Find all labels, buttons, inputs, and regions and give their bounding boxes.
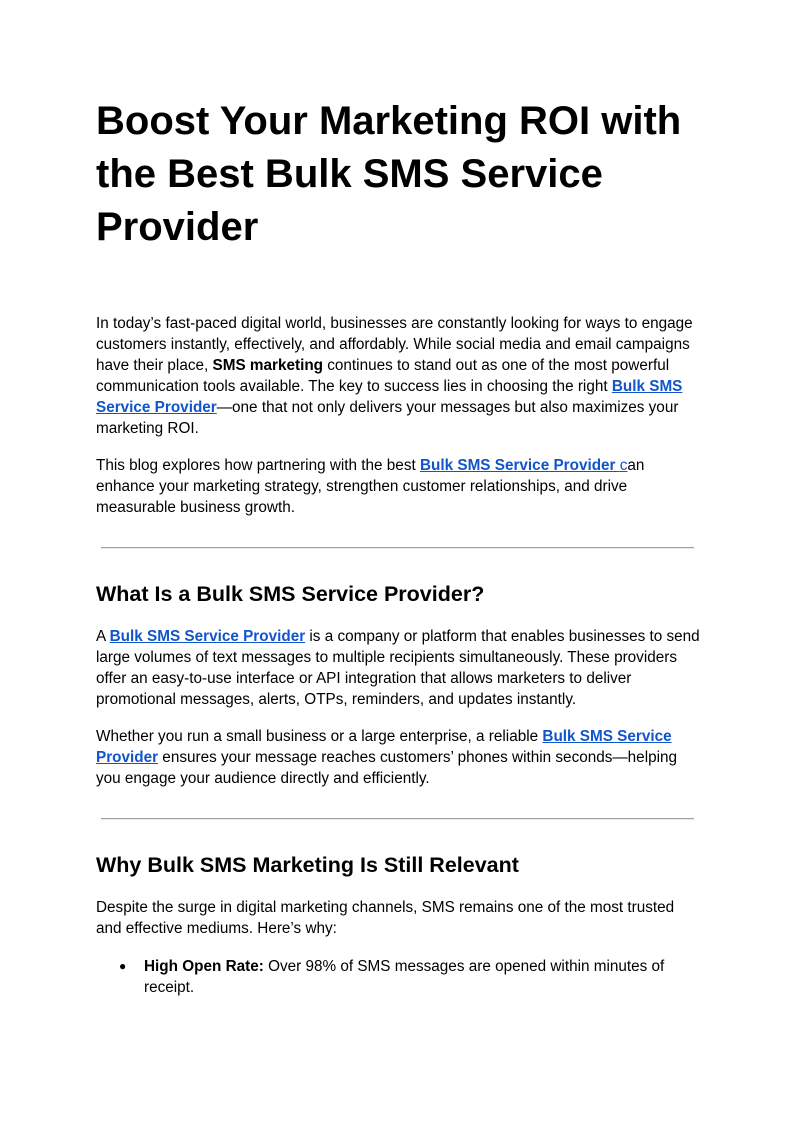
section1-paragraph-2 (96, 726, 700, 789)
bulk-sms-provider-link[interactable]: Bulk SMS Service Provider (419, 457, 620, 474)
benefits-list (96, 956, 700, 998)
list-item (96, 956, 700, 998)
intro-paragraph-1 (96, 313, 700, 439)
horizontal-divider (101, 818, 694, 820)
intro-paragraph-2 (96, 455, 700, 518)
bulk-sms-provider-link[interactable]: Bulk SMS Service Provider (109, 628, 306, 645)
section-heading-what-is: What Is a Bulk SMS Service Provider? (96, 582, 485, 606)
section1-p2-text-1: Whether you run a small business or a large enterprise, a reliable (96, 728, 543, 745)
horizontal-divider (101, 547, 694, 549)
intro-p2-text-1: This blog explores how partnering with the best (96, 457, 420, 474)
bulk-sms-provider-link[interactable]: Bulk SMS Service Provider (96, 728, 672, 766)
section2-paragraph-1: Despite the surge in digital marketing channels, SMS remains one of the most trusted and effective mediums. Here’s why: (96, 899, 675, 937)
list-item-label: High Open Rate: (144, 958, 264, 975)
page-title: Boost Your Marketing ROI with the Best Bulk SMS Service Provider (96, 99, 682, 249)
intro-p2-text-2: an enhance your marketing strategy, strengthen customer relationships, and drive measurable business growth. (96, 457, 645, 516)
bulk-sms-provider-link[interactable]: Bulk SMS Service Provider (96, 378, 683, 416)
bulk-sms-provider-link-tail[interactable]: c (619, 457, 628, 474)
section1-p1-text-2: is a company or platform that enables businesses to send large volumes of text messages to multiple recipients simultaneously. These providers offer an easy-to-use interface or API integration that allows marketers to deliver promotional messages, alerts, OTPs, reminders, and updates instantly. (96, 628, 700, 708)
intro-p1-text-1: In today’s fast-paced digital world, businesses are constantly looking for ways to engage customers instantly, effectively, and affordably. While social media and email campaigns have their place, (96, 315, 693, 374)
section1-p2-text-2: ensures your message reaches customers’ phones within seconds—helping you engage your audience directly and efficiently. (96, 749, 678, 787)
section1-p1-text-1: A (96, 628, 110, 645)
list-item-text: Over 98% of SMS messages are opened within minutes of receipt. (144, 958, 665, 996)
intro-p1-text-3: —one that not only delivers your messages but also maximizes your marketing ROI. (96, 399, 679, 437)
section-heading-why-relevant: Why Bulk SMS Marketing Is Still Relevant (96, 853, 519, 877)
bullet-icon: ● (119, 959, 127, 973)
intro-p1-text-2: continues to stand out as one of the most powerful communication tools available. The key to success lies in choosing the right (96, 357, 670, 395)
section1-paragraph-1 (96, 626, 700, 710)
sms-marketing-bold: SMS marketing (212, 357, 324, 374)
